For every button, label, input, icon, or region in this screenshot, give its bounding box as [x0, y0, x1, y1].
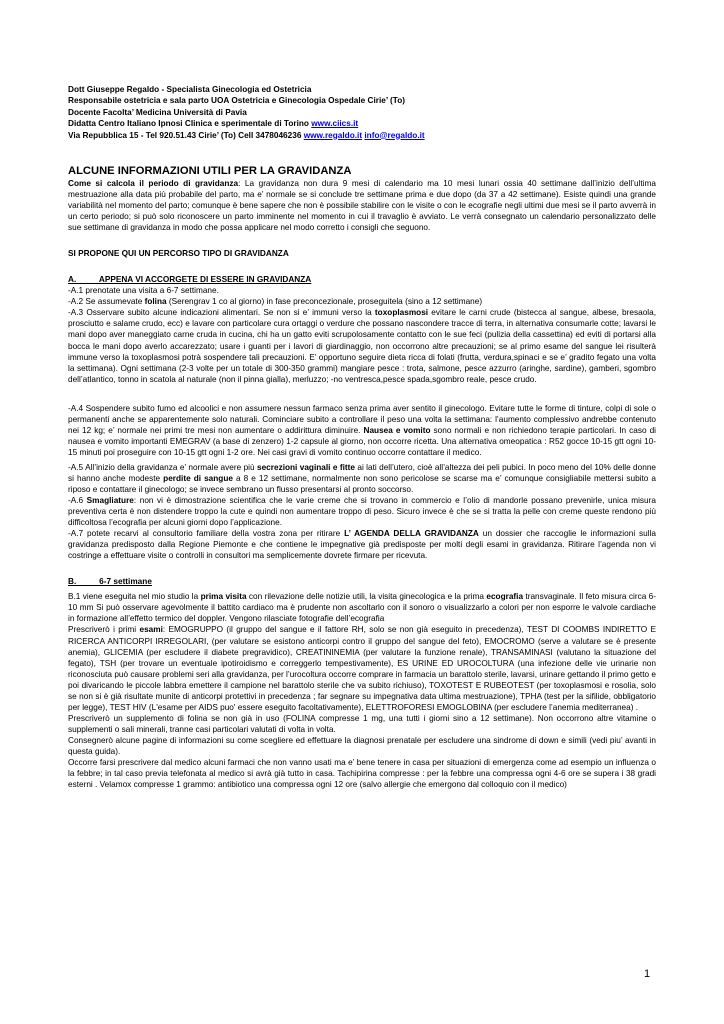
- section-b-heading: B. 6-7 settimane: [68, 577, 152, 587]
- email-link[interactable]: info@regaldo.it: [364, 130, 425, 140]
- item-a2: -A.2 Se assumevate folina (Serengrav 1 co al giorno) in fase preconcezionale, proseguitela (sino a 12 settimane): [68, 297, 483, 307]
- item-a4: -A.4 Sospendere subito fumo ed alcoolici e non assumere nessun farmaco senza prima aver sentito il ginecologo. Evitare tutte le forme di tinture, colpi di sole o permanenti anche se apparentemente solo naturali. Cominciare subito a controllare il peso una volta la settimana: l’aumento complessivo andrebbe contenuto nei 12 kg; e’ normale nei primi tre mesi non aumentare o addirittura diminuire. Nausea e vomito sono normali e non richiedono terapie particolari. In caso di nausea e vomito importanti EMEGRAV (a base di zenzero) 1-2 capsule al giorno, non occorre ricetta. Una alternativa omeopatica : R52 gocce 10-15 gtt ogni 10-15 minuti poi proseguire con 10-15 gtt ogni 1-2 ore. Nei casi gravi di vomito continuo occorre contattare il medico.: [68, 403, 657, 457]
- letterhead: [68, 84, 656, 141]
- item-a5: -A.5 All’inizio della gravidanza e’ normale avere più secrezioni vaginali e fitte ai lati dell’utero, cioè all’altezza dei peli pubici. In poco meno del 10% delle donne si hanno anche modeste perdite di sangue a 8 e 12 settimane, normalmente non sono pericolose se scarse ma e’ comunque consigliabile mettersi subito a riposo e contattare il ginecologo; se invece sembrano un flusso presentarsi al pronto soccorso.: [68, 462, 656, 495]
- website-link[interactable]: www.regaldo.it: [303, 130, 363, 140]
- item-a1: -A.1 prenotate una visita a 6-7 settimane.: [68, 286, 219, 296]
- letterhead-role: Responsabile ostetricia e sala parto UOA Ostetricia e Ginecologia Ospedale Cirie’ (To): [68, 96, 405, 106]
- emergency-drugs-paragraph: Occorre farsi prescrivere dal medico alcuni farmaci che non vanno usati ma e’ bene tenere in casa per situazioni di emergenza come ad esempio un influenza o la febbre; in tal caso previa telefonata al medico si avrà già tutto in casa. Tachipirina compresse : per la febbre una compressa ogni 4-6 ore se supera i 38 gradi esterni . Velamox compresse 1 grammo: antibiotico una compressa ogni 12 ore (salvo allergie che emergono dal colloquio con il medico): [68, 758, 656, 790]
- folina-paragraph: Prescriverò un supplemento di folina se non già in uso (FOLINA compresse 1 mg, una tutti i giorni sino a 12 settimane). Non occorrono altre vitamine o supplementi o sali minerali, tranne casi particolari valutati di volta in volta.: [68, 713, 656, 734]
- document-title: ALCUNE INFORMAZIONI UTILI PER LA GRAVIDANZA: [68, 165, 352, 178]
- page-number: 1: [644, 968, 651, 980]
- ciics-link[interactable]: www.ciics.it: [311, 119, 359, 129]
- document-page: [68, 84, 656, 790]
- section-a-heading: A. APPENA VI ACCORGETE DI ESSERE IN GRAVIDANZA: [68, 275, 312, 285]
- intro-paragraph: Come si calcola il periodo di gravidanza: La gravidanza non dura 9 mesi di calendario ma 10 mesi lunari ossia 40 settimane dall’inizio dell’ultima mestruazione alla data più probabile del parto, ma e’ normale se si conclude tre settimane prima e due dopo (da 37 a 42 settimane). Esiste quindi una grande variabilità nel momento del parto; comunque è bene sapere che non è possibile stabilire con le visite o con le ecografie negli ultimi due mesi se il parto avverrà in un certo periodo; si può solo riconoscere un parto imminente nel momento in cui il travaglio è avviato. Le verrà consegnato un calendario personalizzato delle sue settimane di gravidanza in modo che possa applicare nel modo corretto i consigli che seguono.: [68, 179, 656, 233]
- letterhead-name: Dott Giuseppe Regaldo - Specialista Ginecologia ed Ostetricia: [68, 85, 312, 94]
- exams-paragraph: Prescriverò i primi esami: EMOGRUPPO (il gruppo del sangue e il fattore RH, solo se non già eseguito in precedenza), TEST DI COOMBS INDIRETTO E RICERCA ANTICORPI IRREGOLARI, (per valutare se esistono anticorpi contro il gruppo del sangue del feto), EMOCROMO (serve a valutare se è presente anemia), GLICEMIA (per escludere il diabete pregravidico), CREATININEMIA (per valutare la funzione renale), TRANSAMINASI (valutano la situazione del fegato), TSH (per trovare un eventuale ipotiroidismo e correggerlo tempestivamente), ES URINE ED UROCOLTURA (una infezione delle vie urinarie non riconosciuta può causare problemi seri alla gravidanza, per l’urocoltura occorre comprare in farmacia un barattolo sterile, lavarsi, urinare gettando il primo getto e poi divaricando le piccole labbra emettere il campione nel barattolo sterile che va subito richiuso), TOXOTEST E RUBEOTEST (per toxoplasmosi e rosolia, solo se non si è già risultate munite di anticorpi protettivi in precedenza ; far segnare su impegnativa data ultima mestruazione), TPHA (test per la sifilide, obbligatorio per legge), TEST HIV (L'esame per AIDS puo' essere eseguito facoltativamente), ELETTROFORESI EMOGLOBINA (per escludere l’anemia mediterranea) .: [68, 625, 656, 712]
- letterhead-teaching: Docente Facolta’ Medicina Università di Pavia: [68, 107, 247, 117]
- section-title: SI PROPONE QUI UN PERCORSO TIPO DI GRAVIDANZA: [68, 249, 289, 259]
- letterhead-address: Via Repubblica 15 - Tel 920.51.43 Cirie’ (To) Cell 3478046236 www.regaldo.it info@regaldo.it: [68, 130, 425, 140]
- item-a3: -A.3 Osservare subito alcune indicazioni alimentari. Se non si e’ immuni verso la toxoplasmosi evitare le carni crude (bistecca al sangue, albese, bresaola, prosciutto e salame crudo, ecc) e lavare con particolare cura ortaggi o verdure che possano nascondere tracce di terra, in alternativa consumarle cotte; lavarsi le mani dopo aver maneggiato carne cruda in cucina, chi ha un gatto eviti scrupolosamente contatto con le sue feci (pulizia della cassettina) ed eviti di portarsi alla bocca le mani dopo averlo accarezzato; usare i guanti per i lavori di giardinaggio, non occorrono altre precauzioni; se al primo esame del sangue lei risulterà immune verso la toxoplasmosi potrà sospendere tali precauzioni. E’ opportuno seguire dieta ricca di folati (frutta, verdura,spinaci e se e’ gradito fegato una volta la settimana). Ogni settimana (2-3 volte per un totale di 300-350 grammi) mangiare pesce : trota, salmone, pesce azzurro (aringhe, sardine), gamberi, sgombro dell’atlantico, tonno in scatola al naturale (non il pinna gialla), merluzzo; -no ventresca,pesce spada,sgombro reale, pesce crudo.: [68, 308, 656, 384]
- letterhead-didatta: Didatta Centro Italiano Ipnosi Clinica e sperimentale di Torino www.ciics.it: [68, 119, 359, 129]
- item-a7: -A.7 potete recarvi al consultorio familiare della vostra zona per ritirare L’ AGENDA DELLA GRAVIDANZA un dossier che raccoglie le informazioni sulla gravidanza predisposto dalla Regione Piemonte e che contiene le impegnative già predisposte per molti degli esami in gravidanza. Ritirare l’agenda non vi costringe a effettuare visite o controlli in consultori ma semplicemente dovrete firmare per ricevuta.: [68, 529, 656, 561]
- prenatal-paragraph: Consegnerò alcune pagine di informazioni su come scegliere ed effettuare la diagnosi prenatale per escludere una sindrome di down e simili (vedi piu’ avanti in questa guida).: [68, 735, 656, 756]
- item-b1: B.1 viene eseguita nel mio studio la prima visita con rilevazione delle notizie utili, la visita ginecologica e la prima ecografia transvaginale. Il feto misura circa 6-10 mm Si può osservare agevolmente il battito cardiaco ma è prudente non ascoltarlo con il sonoro o visualizzarlo a colori per non esporre le valvole cardiache in formazione all’effetto termico del doppler. Vengono rilasciate fotografie dell’ecografia: [68, 592, 657, 624]
- item-a6: -A.6 Smagliature: non vi è dimostrazione scientifica che le varie creme che si trovano in commercio e l’olio di mandorle possano prevenirle, unica misura preventiva certa è non distendere troppo la cute e quindi non aumentare troppo di peso. Sicuro invece è che se si tratta la pelle con creme queste rendono più difficoltosa l’ecografia per alcuni giorni dopo l’applicazione.: [68, 496, 656, 528]
